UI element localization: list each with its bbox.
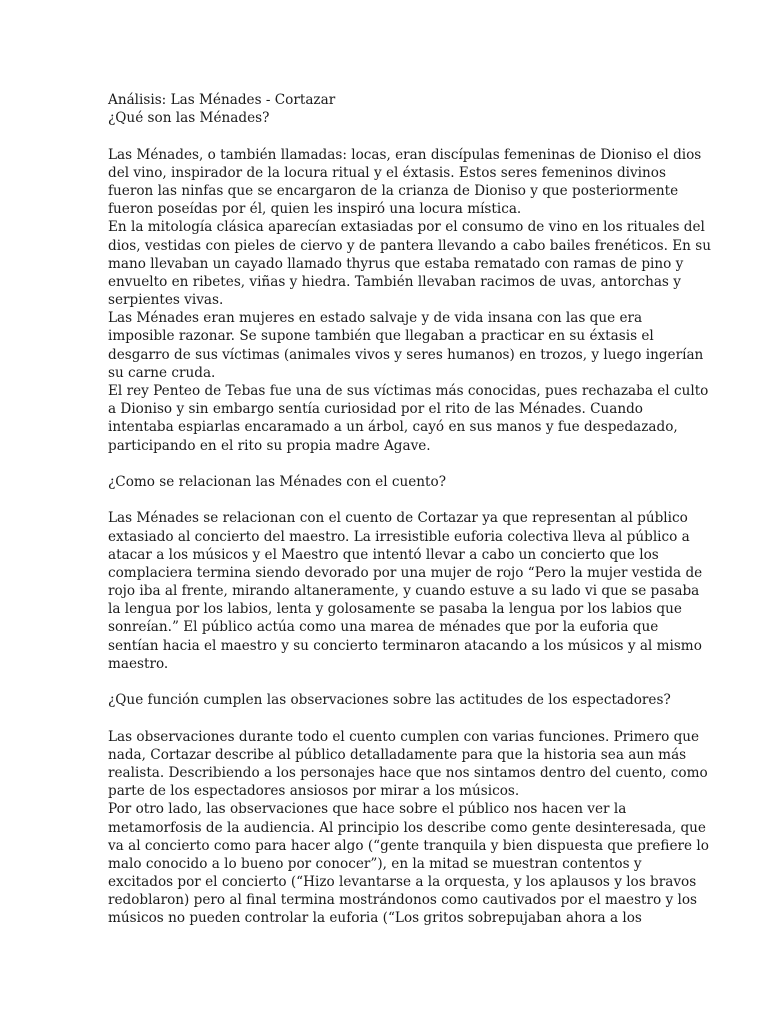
text-line: Por otro lado, las observaciones que hace sobre el público nos hacen ver la [108, 801, 627, 818]
text-line: atacar a los músicos y el Maestro que intentó llevar a cabo un concierto que los [108, 546, 659, 563]
text-line: En la mitología clásica aparecían extasiadas por el consumo de vino en los rituales del [108, 219, 705, 236]
text-line: Las Ménades, o también llamadas: locas, eran discípulas femeninas de Dioniso el dios [108, 146, 702, 163]
text-line: dios, vestidas con pieles de ciervo y de pantera llevando a cabo bailes frenéticos. En su [108, 237, 711, 254]
text-line: maestro. [108, 655, 169, 672]
text-line: nada, Cortazar describe al público detalladamente para que la historia sea aun más [108, 746, 687, 763]
text-line: serpientes vivas. [108, 292, 224, 309]
paragraph-2 [108, 509, 703, 673]
text-line: músicos no pueden controlar la euforia (“Los gritos sobrepujaban ahora a los [108, 910, 642, 927]
text-line: fueron las ninfas que se encargaron de la crianza de Dioniso y que posteriormente [108, 182, 679, 199]
text-line: intentaba espiarlas encaramado a un árbol, cayó en sus manos y fue despedazado, [108, 419, 678, 436]
text-line: excitados por el concierto (“Hizo levantarse a la orquesta, y los aplausos y los bravos [108, 874, 697, 891]
text-line: Las observaciones durante todo el cuento cumplen con varias funciones. Primero que [108, 728, 700, 745]
text-line: mano llevaban un cayado llamado thyrus que estaba rematado con ramas de pino y [108, 255, 684, 272]
text-line: participando en el rito su propia madre Agave. [108, 437, 431, 454]
document-title: Análisis: Las Ménades - Cortazar [108, 92, 336, 108]
paragraph-spacer [108, 673, 688, 691]
paragraph-spacer [108, 709, 688, 727]
text-line: Las Ménades eran mujeres en estado salvaje y de vida insana con las que era [108, 310, 643, 327]
text-line: metamorfosis de la audiencia. Al principio los describe como gente desinteresada, que [108, 819, 706, 836]
text-line: parte de los espectadores ansiosos por mirar a los músicos. [108, 783, 520, 800]
question-heading-1: ¿Qué son las Ménades? [108, 110, 270, 127]
text-line: complaciera termina siendo devorado por una mujer de rojo “Pero la mujer vestida de [108, 564, 703, 581]
text-line: rojo iba al frente, mirando altaneramente, y cuando estuve a su lado vi que se pasaba [108, 583, 700, 600]
question-heading-2: ¿Como se relacionan las Ménades con el cuento? [108, 473, 446, 490]
text-line: realista. Describiendo a los personajes hace que nos sintamos dentro del cuento, como [108, 764, 708, 781]
document-page [108, 91, 711, 928]
text-line: a Dioniso y sin embargo sentía curiosidad por el rito de las Ménades. Cuando [108, 401, 643, 418]
text-line: Las Ménades se relacionan con el cuento de Cortazar ya que representan al público [108, 510, 688, 527]
text-line: del vino, inspirador de la locura ritual y el éxtasis. Estos seres femeninos divinos [108, 164, 666, 181]
paragraph-spacer [108, 491, 688, 509]
question-heading-3: ¿Que función cumplen las observaciones sobre las actitudes de los espectadores? [108, 692, 671, 709]
text-line: El rey Penteo de Tebas fue una de sus víctimas más conocidas, pues rechazaba el culto [108, 383, 709, 399]
paragraph-1 [108, 146, 711, 455]
paragraph-3 [108, 728, 709, 928]
paragraph-spacer [108, 455, 688, 473]
text-line: sonreían.” El público actúa como una marea de ménades que por la euforia que [108, 619, 659, 636]
text-line: desgarro de sus víctimas (animales vivos y seres humanos) en trozos, y luego ingerían [108, 346, 704, 363]
text-line: fueron poseídas por él, quien les inspiró una locura mística. [108, 201, 522, 218]
text-line: sentían hacia el maestro y su concierto terminaron atacando a los músicos y al mismo [108, 637, 702, 654]
text-line: malo conocido a lo bueno por conocer”), en la mitad se muestran contentos y [108, 855, 642, 872]
text-line: va al concierto como para hacer algo (“gente tranquila y bien dispuesta que prefiere lo [108, 837, 709, 854]
text-line: redoblaron) pero al final termina mostrándonos como cautivados por el maestro y los [108, 892, 698, 909]
text-line: extasiado al concierto del maestro. La irresistible euforia colectiva lleva al público a [108, 528, 690, 545]
text-line: envuelto en ribetes, viñas y hiedra. También llevaban racimos de uvas, antorchas y [108, 273, 681, 290]
paragraph-spacer [108, 127, 688, 145]
text-line: la lengua por los labios, lenta y golosamente se pasaba la lengua por los labios que [108, 601, 682, 618]
text-line: su carne cruda. [108, 364, 216, 381]
text-line: imposible razonar. Se supone también que llegaban a practicar en su éxtasis el [108, 328, 654, 345]
